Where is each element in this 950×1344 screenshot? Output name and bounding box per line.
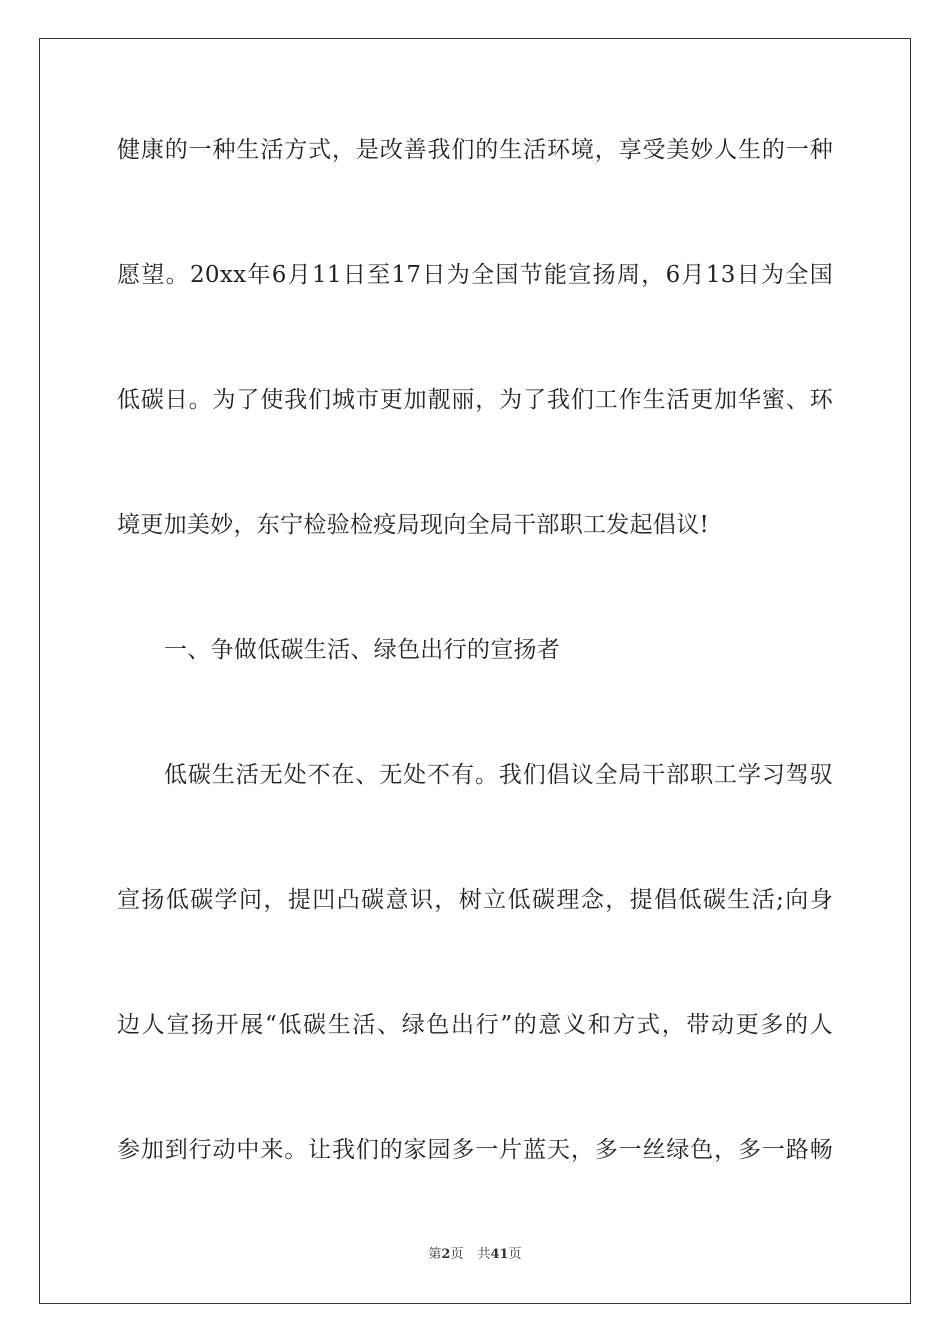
total-pages-count: 41: [490, 1247, 509, 1262]
paragraph-line-9: 参加到行动中来。让我们的家园多一片蓝天，多一丝绿色，多一路畅: [117, 1137, 833, 1163]
total-pages-suffix: 页: [508, 1247, 522, 1262]
page-number-current: 2: [441, 1247, 451, 1262]
paragraph-line-6: 低碳生活无处不在、无处不有。我们倡议全局干部职工学习驾驭: [164, 762, 833, 788]
paragraph-line-4: 境更加美妙，东宁检验检疫局现向全局干部职工发起倡议!: [117, 512, 710, 538]
page-footer: [0, 1246, 950, 1264]
total-pages-prefix: 共: [477, 1247, 491, 1262]
page-number-prefix: 第: [428, 1247, 442, 1262]
paragraph-line-2: 愿望。20xx年6月11日至17日为全国节能宣扬周，6月13日为全国: [117, 262, 833, 288]
paragraph-line-8: 边人宣扬开展“低碳生活、绿色出行”的意义和方式，带动更多的人: [117, 1012, 833, 1038]
paragraph-line-1: 健康的一种生活方式，是改善我们的生活环境，享受美妙人生的一种: [117, 137, 833, 163]
paragraph-line-7: 宣扬低碳学问，提凹凸碳意识，树立低碳理念，提倡低碳生活;向身: [117, 887, 833, 913]
page-number-suffix: 页: [450, 1247, 464, 1262]
page-border: [39, 38, 911, 1304]
paragraph-line-3: 低碳日。为了使我们城市更加靓丽，为了我们工作生活更加华蜜、环: [117, 387, 833, 413]
section-heading: 一、争做低碳生活、绿色出行的宣扬者: [164, 637, 561, 663]
